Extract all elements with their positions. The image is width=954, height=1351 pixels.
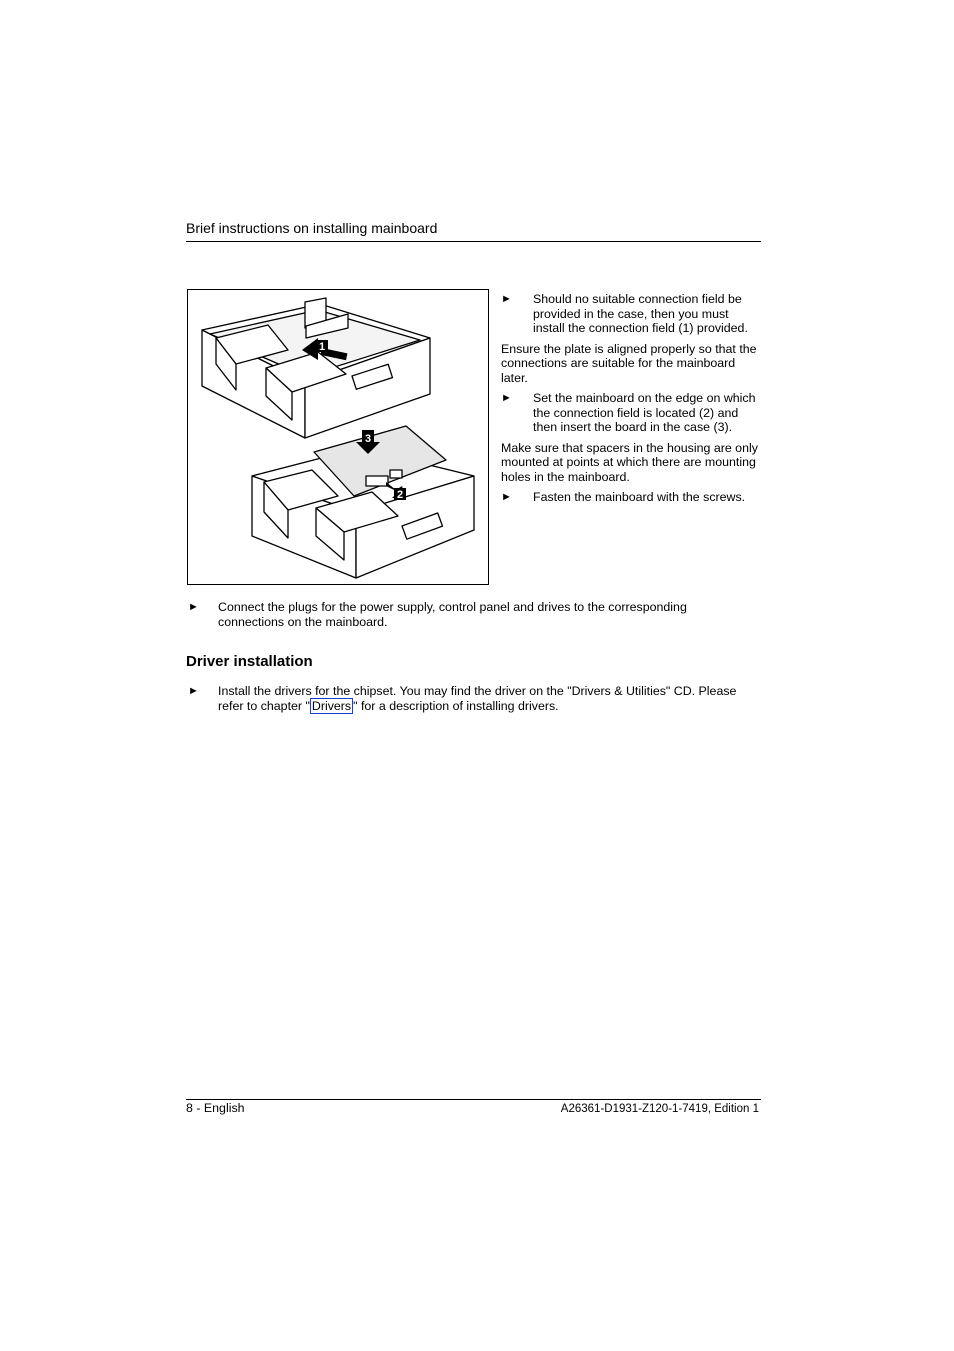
side-instructions (501, 292, 763, 511)
section-heading-driver-installation: Driver installation (186, 653, 313, 670)
step-text: Fasten the mainboard with the screws. (533, 490, 746, 504)
footer-rule (186, 1099, 761, 1100)
step-connect-plugs (186, 600, 746, 629)
page-number: 8 - English (186, 1101, 245, 1115)
drivers-chapter-link[interactable]: Drivers (311, 698, 352, 713)
driver-text-start: Install the drivers for the chipset. You may find the driver on the "Drivers & Utilities" CD. Please refer to chapter " (218, 684, 737, 713)
step-text: Should no suitable connection field be provided in the case, then you must install the connection field (1) provided. (533, 292, 748, 335)
installation-illustration (188, 290, 488, 584)
header-rule (186, 241, 761, 242)
callout-2: 2 (397, 489, 404, 501)
document-id: A26361-D1931-Z120-1-7419, Edition 1 (560, 1103, 759, 1115)
bullet-arrow-icon: ► (501, 491, 512, 503)
driver-text-end: " for a description of installing drivers. (353, 698, 559, 713)
bullet-arrow-icon: ► (188, 685, 199, 697)
bullet-arrow-icon: ► (188, 601, 199, 613)
bullet-arrow-icon: ► (501, 392, 512, 404)
bullet-arrow-icon: ► (501, 293, 512, 305)
note-spacers: Make sure that spacers in the housing are only mounted at points at which there are mounting holes in the mainboard. (501, 440, 758, 484)
step-install-connection-field (501, 292, 763, 336)
installation-figure (187, 289, 489, 585)
step-insert-mainboard (501, 391, 763, 435)
step-text: Connect the plugs for the power supply, control panel and drives to the corresponding connections on the mainboard. (218, 600, 687, 629)
step-fasten-screws (501, 490, 763, 505)
step-install-drivers (186, 684, 746, 713)
running-header: Brief instructions on installing mainboard (186, 220, 438, 236)
step-text: Set the mainboard on the edge on which the connection field is located (2) and then insert the board in the case (3). (533, 391, 756, 434)
callout-1: 1 (319, 341, 326, 353)
note-plate-alignment: Ensure the plate is aligned properly so that the connections are suitable for the mainboard later. (501, 341, 757, 385)
callout-3: 3 (365, 433, 372, 445)
